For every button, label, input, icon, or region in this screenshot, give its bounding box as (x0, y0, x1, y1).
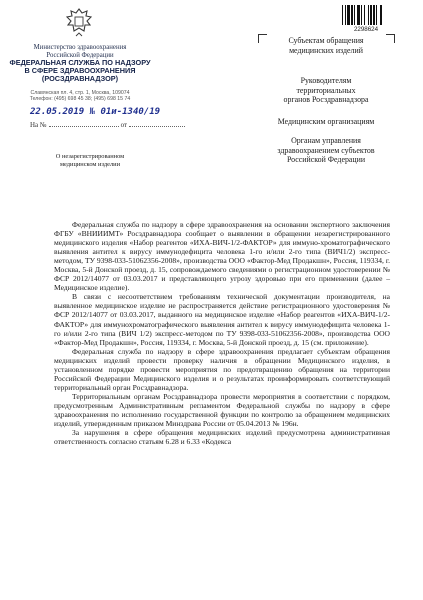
registration-number: 01и-1340/19 (100, 107, 161, 117)
registration-number-sign: № (89, 107, 96, 117)
service-name: ФЕДЕРАЛЬНАЯ СЛУЖБА ПО НАДЗОРУ В СФЕРЕ ЗДРАВООХРАНЕНИЯ (РОСЗДРАВНАДЗОР) (9, 58, 151, 84)
barcode (342, 5, 390, 25)
recipient-block: Медицинским организациям (277, 117, 375, 126)
recipient-block: Субъектам обращения медицинских изделий (288, 36, 364, 55)
coat-of-arms-emblem (62, 6, 96, 40)
body-paragraph: За нарушения в сфере обращения медицинских изделий предусмотрена административная ответственность согласно статьям 6.28 и 6.33 «Кодекса (54, 428, 390, 447)
registration-date-line (30, 107, 160, 117)
recipient-block: Органам управления здравоохранением субъектов Российской Федерации (277, 136, 375, 165)
letter-subject: О незарегистрированном медицинском изделии (55, 153, 125, 168)
ministry-name: Министерство здравоохранения Российской Федерации (33, 44, 127, 59)
reference-line: На № от (30, 121, 187, 129)
body-paragraph: Федеральная служба по надзору в сфере здравоохранения на основании экспертного заключения ФГБУ «ВНИИИМТ» Росздравнадзора сообщает о выявлении в обращении незарегистрированного медицинского изделия «Набор реагентов «ИХА-ВИЧ-1/2-ФАКТОР» для иммуно-хроматографического выявления антител к вирусу иммунодефицита человека 1-го и/или 2-го типа (ВИЧ1/2) экспресс-методом, ТУ 9398-033-51062356-2008», производства ООО «Фактор-Мед Продакшн», Россия, 119334, г. Москва, 5-й Донской проезд, д. 15, сопровождаемого сведениями о регистрационном удостоверении № ФСР 2012/14077 от 03.03.2017 и представляющего угрозу здоровью при его применении (далее – Медицинское изделие). (54, 220, 390, 293)
barcode-number: 2298624 (353, 26, 379, 33)
body-paragraph: Федеральная служба по надзору в сфере здравоохранения предлагает субъектам обращения медицинских изделий провести проверку наличия в обращении Медицинского изделия, в установленном порядке провести мероприятия по предотвращению обращения на территории Российской Федерации Медицинского изделия и о результатах проинформировать соответствующий территориальный орган Росздравнадзора. (54, 346, 390, 392)
body-paragraph: В связи с несоответствием требованиям технической документации производителя, на выявленное медицинское изделие не распространяется действие регистрационного удостоверения № ФСР 2012/14077 от 03.03.2017, выданного на медицинское изделие «Набор реагентов «ИХА-ВИЧ-1/2-ФАКТОР» для иммунохроматографического выявления антител к вирусу иммунодефицита человека 1-го и/или 2-го типа (ВИЧ 1/2) экспресс-методом по ТУ 9398-033-51062356-2008», производства ООО «Фактор-Мед Продакшн», Россия, 119334, г. Москва, 5-й Донской проезд, д. 15 (см. приложение). (54, 292, 390, 347)
body-paragraph: Территориальным органам Росздравнадзора провести мероприятия в соответствии с порядком, предусмотренным Административным регламентом Федеральной службы по надзору в сфере здравоохранения по исполнению государственной функции по контролю за обращением медицинских изделий, утвержденным приказом Минздрава России от 05.04.2013 № 196н. (54, 391, 390, 429)
registration-date: 22.05.2019 (30, 107, 85, 117)
letter-body (54, 220, 390, 446)
service-address: Славянская пл. 4, стр. 1, Москва, 109074 Телефон: (495) 698 45 38; (495) 698 15 74 (29, 90, 131, 103)
recipient-block: Руководителям территориальных органов Росздравнадзора (283, 76, 369, 105)
